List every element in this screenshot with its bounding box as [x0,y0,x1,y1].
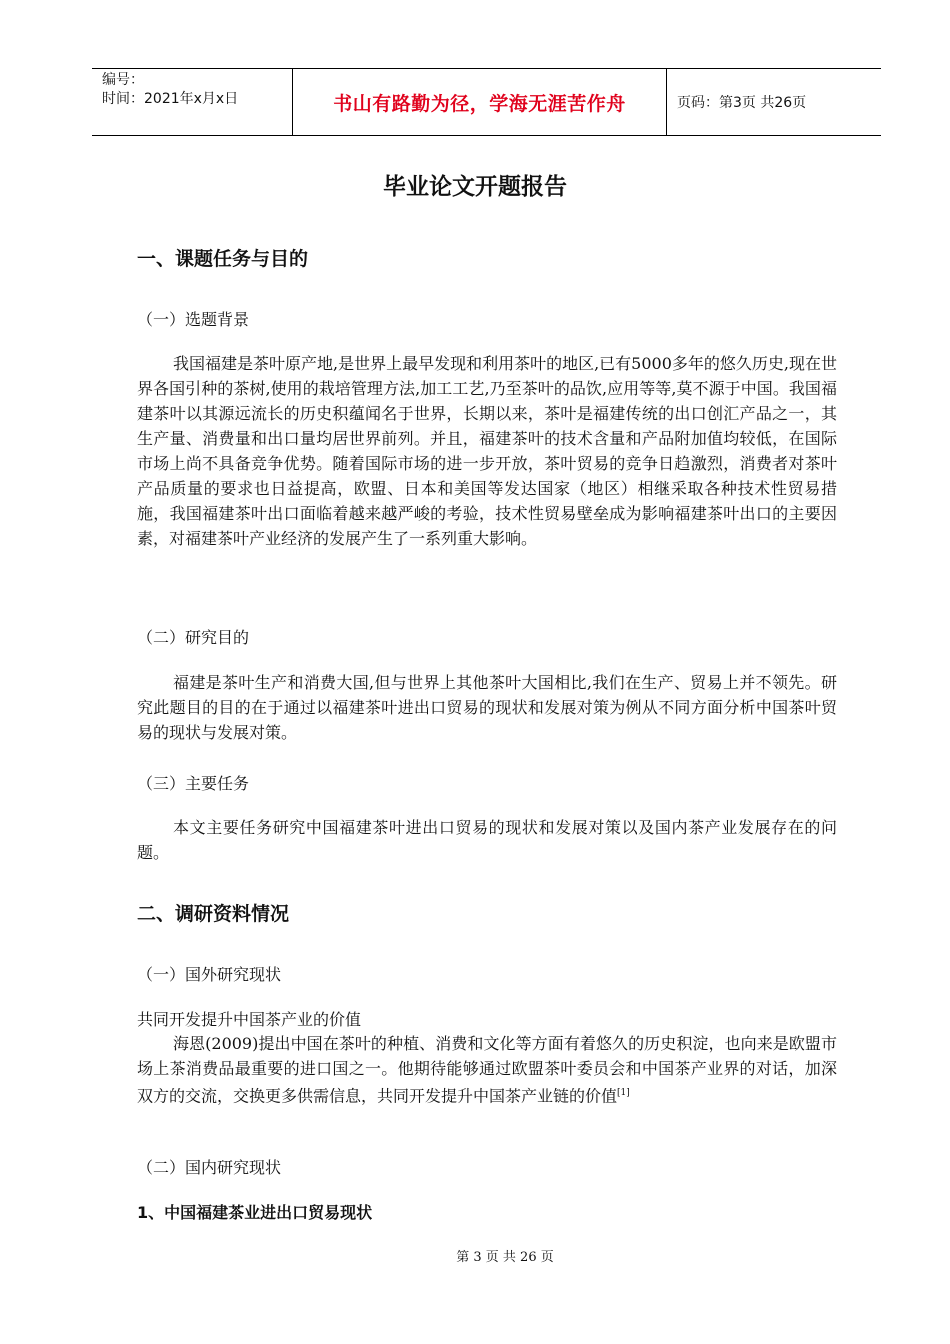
item-fujian-trade-status: 1、中国福建茶业进出口贸易现状 [137,1203,373,1222]
paragraph-tasks: 本文主要任务研究中国福建茶叶进出口贸易的现状和发展对策以及国内茶产业发展存在的问题。 [137,818,837,862]
section-heading-1: 一、课题任务与目的 [137,248,309,270]
paragraph-purpose: 福建是茶叶生产和消费大国,但与世界上其他茶叶大国相比,我们在生产、贸易上并不领先。研究此题目的目的在于通过以福建茶叶进出口贸易的现状和发展对策为例从不同方面分析中国茶叶贸易的现状与发展对策。 [137,673,837,742]
subheading-foreign-research: （一）国外研究现状 [137,965,282,984]
paragraph-foreign-text: 海恩(2009)提出中国在茶叶的种植、消费和文化等方面有着悠久的历史积淀，也向来是欧盟市场上茶消费品最重要的进口国之一。他期待能够通过欧盟茶叶委员会和中国茶产业界的对话，加深双方的交流，交换更多供需信息，共同开发提升中国茶产业链的价值 [137,1034,837,1106]
paragraph-background: 我国福建是茶叶原产地,是世界上最早发现和利用茶叶的地区,已有5000多年的悠久历史,现在世界各国引种的茶树,使用的栽培管理方法,加工工艺,乃至茶叶的品饮,应用等等,莫不源于中国。我国福建茶叶以其源远流长的历史积蕴闻名于世界，长期以来，茶叶是福建传统的出口创汇产品之一，其生产量、消费量和出口量均居世界前列。并且，福建茶叶的技术含量和产品附加值均较低，在国际市场上尚不具备竞争优势。随着国际市场的进一步开放，茶叶贸易的竞争日趋激烈，消费者对茶叶产品质量的要求也日益提高，欧盟、日本和美国等发达国家（地区）相继采取各种技术性贸易措施，我国福建茶叶出口面临着越来越严峻的考验，技术性贸易壁垒成为影响福建茶叶出口的主要因素，对福建茶叶产业经济的发展产生了一系列重大影响。 [137,354,837,548]
citation-ref: [1] [617,1088,630,1098]
header-meta [92,69,293,135]
subheading-tasks: （三）主要任务 [137,774,250,793]
document-title: 毕业论文开题报告 [383,174,567,200]
page-header [92,68,881,136]
subheading-domestic-research: （二）国内研究现状 [137,1158,282,1177]
page-footer: 第 3 页 共 26 页 [456,1250,554,1265]
line-joint-development: 共同开发提升中国茶产业的价值 [137,1010,362,1029]
section-heading-2: 二、调研资料情况 [137,903,290,925]
header-number-label: 编号： [102,72,144,88]
header-page-info: 页码：第3页 共26页 [677,95,807,111]
subheading-purpose: （二）研究目的 [137,628,250,647]
subheading-background: （一）选题背景 [137,310,250,329]
paragraph-foreign-research [137,1031,837,1108]
header-time: 时间：2021年x月x日 [102,91,239,107]
header-motto: 书山有路勤为径，学海无涯苦作舟 [293,69,667,135]
